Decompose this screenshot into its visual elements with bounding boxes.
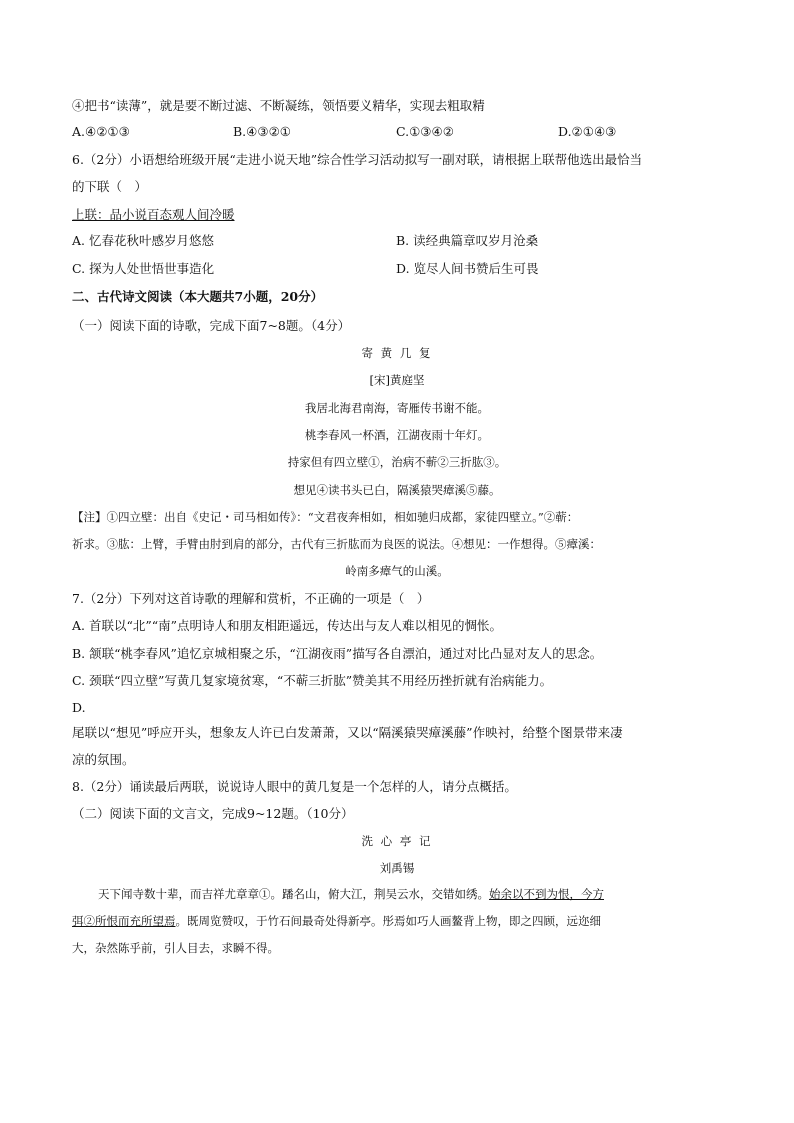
q5-option-d: D.②①④③ — [558, 124, 617, 139]
essay-underlined-text: 弭②所恨而充所望焉 — [72, 914, 176, 928]
q7-option-d-label: D. — [72, 700, 86, 715]
essay-line3: 大，杂然陈乎前，引人目去，求瞬不得。 — [72, 941, 279, 955]
poem-line: 我居北海君南海，寄雁传书谢不能。 — [305, 401, 489, 415]
essay-line1 — [98, 886, 604, 902]
essay-text: 。既周览赞叹，于竹石间最奇处得新亭。彤焉如巧人画鳌背上物，即之四顾，远迩细 — [175, 914, 601, 928]
q6-option-b: B. 读经典篇章叹岁月沧桑 — [396, 233, 539, 248]
poem-note-line2: 祈求。③肱：上臂，手臂由肘到肩的部分，古代有三折肱而为良医的说法。④想见：一作想得。⑤瘴溪： — [72, 537, 601, 551]
essay-line2 — [72, 913, 601, 929]
poem-line: 桃李春风一杯酒，江湖夜雨十年灯。 — [305, 428, 489, 442]
section2-part1-intro: （一）阅读下面的诗歌，完成下面7~8题。（4分） — [72, 318, 351, 333]
q7-option-b: B. 颔联“桃李春风”追忆京城相聚之乐，“江湖夜雨”描写各自漂泊，通过对比凸显对友人的思念。 — [72, 646, 603, 661]
q7-option-d-line2: 凉的氛围。 — [72, 752, 135, 767]
part2-intro: （二）阅读下面的文言文，完成9~12题。（10分） — [72, 806, 354, 821]
essay-title: 洗 心 亭 记 — [361, 834, 433, 848]
q6-stem-line2: 的下联（ ） — [72, 179, 148, 194]
essay-text: 天下闻寺数十辈，而吉祥尤章章①。蹯名山，俯大江，荆吴云水，交错如绣。 — [98, 887, 489, 901]
q5-option-a: A.④②①③ — [72, 124, 130, 139]
poem-author: [宋]黄庭坚 — [369, 373, 425, 387]
q7-option-d-line1: 尾联以“想见”呼应开头，想象友人许已白发萧萧，又以“隔溪猿哭瘴溪藤”作映衬，给整个图景带来凄 — [72, 725, 623, 740]
q7-option-c: C. 颈联“四立壁”写黄几复家境贫寒，“不蕲三折肱”赞美其不用经历挫折就有治病能力。 — [72, 673, 553, 688]
q5-option-c: C.①③④② — [396, 124, 454, 139]
q6-option-d: D. 览尽人间书赞后生可畏 — [396, 261, 539, 276]
poem-note-line1: 【注】①四立壁：出自《史记・司马相如传》：“文君夜奔相如，相如驰归成都，家徒四壁立。”②蕲： — [72, 510, 579, 524]
section2-heading: 二、古代诗文阅读（本大题共7小题，20分） — [72, 289, 324, 304]
essay-author: 刘禹锡 — [379, 861, 415, 875]
q6-option-a: A. 忆春花秋叶感岁月悠悠 — [72, 233, 214, 248]
q8-stem: 8.（2分）诵读最后两联，说说诗人眼中的黄几复是一个怎样的人，请分点概括。 — [72, 779, 517, 794]
q7-stem: 7.（2分）下列对这首诗歌的理解和赏析，不正确的一项是（ ） — [72, 591, 430, 606]
q5-option-b: B.④③②① — [233, 124, 291, 139]
q6-option-c: C. 探为人处世悟世事造化 — [72, 261, 215, 276]
poem-line: 想见④读书头已白，隔溪猿哭瘴溪⑤藤。 — [293, 483, 501, 497]
essay-underlined-text: 始余以不到为恨，今方 — [489, 887, 604, 901]
poem-note-line3: 岭南多瘴气的山溪。 — [345, 564, 449, 578]
poem-title: 寄 黄 几 复 — [361, 346, 433, 360]
poem-line: 持家但有四立壁①，治病不蕲②三折肱③。 — [287, 455, 507, 469]
q5-item4: ④把书“读薄”，就是要不断过滤、不断凝练，领悟要义精华，实现去粗取精 — [72, 98, 485, 113]
q6-upper-couplet: 上联：品小说百态观人间冷暖 — [72, 207, 235, 222]
q7-option-a: A. 首联以“北”“南”点明诗人和朋友相距遥远，传达出与友人难以相见的惆怅。 — [72, 618, 503, 633]
q6-stem-line1: 6.（2分）小语想给班级开展“走进小说天地”综合性学习活动拟写一副对联，请根据上联帮他选出最恰当 — [72, 152, 643, 167]
